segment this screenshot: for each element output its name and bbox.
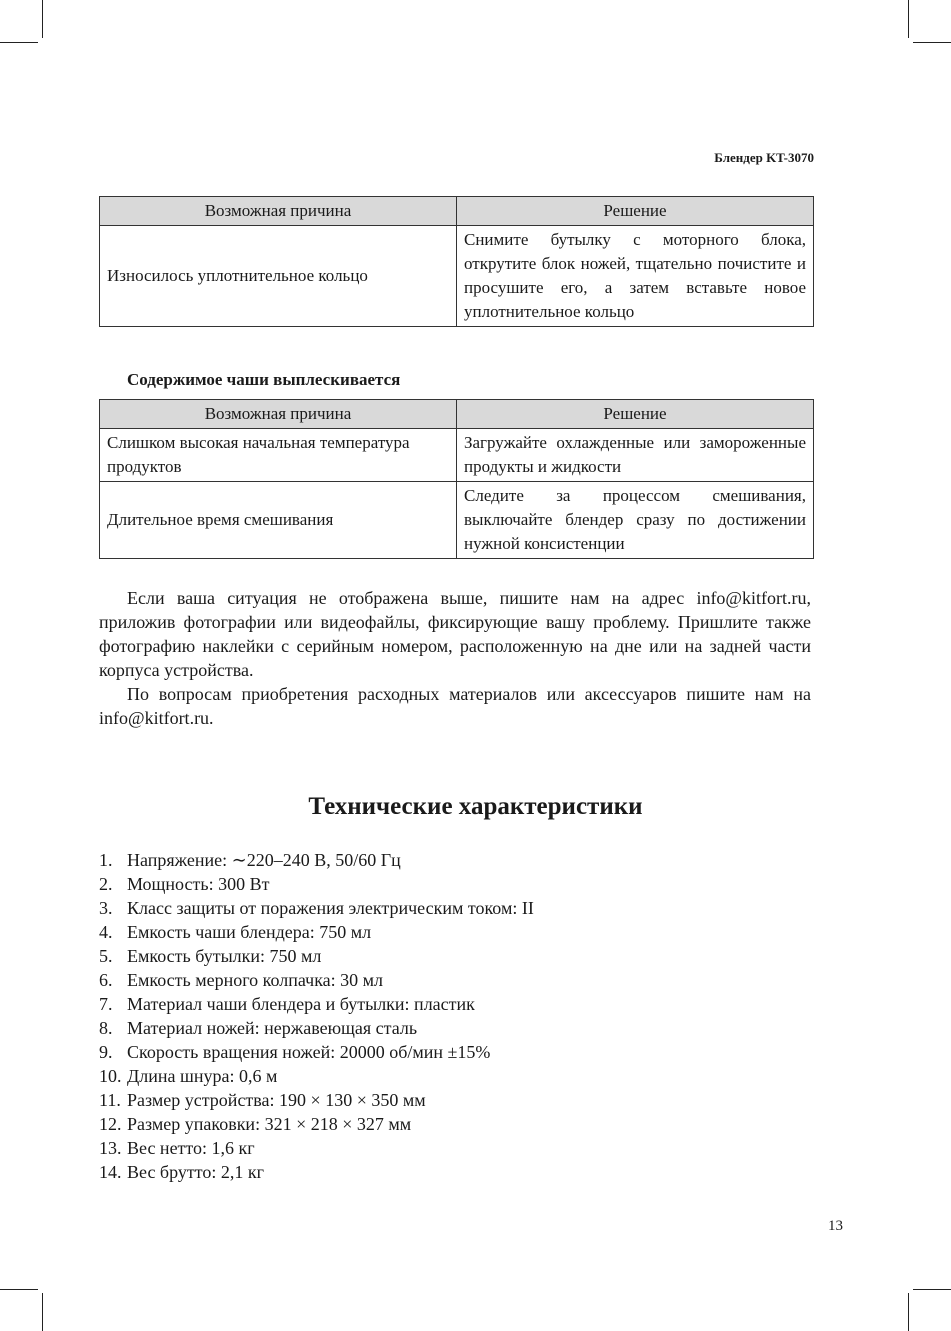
list-item bbox=[99, 920, 534, 944]
list-item-text: Материал чаши блендера и бутылки: пластик bbox=[127, 994, 475, 1014]
page-number: 13 bbox=[828, 1218, 843, 1234]
solution-cell: Снимите бутылку с моторного блока, открутите блок ножей, тщательно почистите и просушите его, а затем вставьте новое уплотнительное кольцо bbox=[457, 226, 814, 327]
list-item-number: 1. bbox=[99, 850, 113, 870]
list-item-number: 14. bbox=[99, 1162, 122, 1182]
paragraph: По вопросам приобретения расходных материалов или аксессуаров пишите нам на info@kitfort.ru. bbox=[99, 684, 811, 728]
table-row bbox=[100, 429, 814, 482]
list-item bbox=[99, 944, 534, 968]
crop-mark bbox=[0, 1289, 38, 1290]
column-header-cause: Возможная причина bbox=[100, 400, 457, 429]
list-item bbox=[99, 1112, 534, 1136]
list-item-number: 2. bbox=[99, 874, 113, 894]
list-item-text: Длина шнура: 0,6 м bbox=[127, 1066, 278, 1086]
crop-mark bbox=[0, 42, 38, 43]
list-item-text: Вес брутто: 2,1 кг bbox=[127, 1162, 264, 1182]
list-item-number: 5. bbox=[99, 946, 113, 966]
paragraph: Если ваша ситуация не отображена выше, пишите нам на адрес info@kitfort.ru, приложив фотографии или видеофайлы, фиксирующие вашу проблему. Пришлите также фотографию наклейки с серийным номером, расположенную на дне или на задней части корпуса устройства. bbox=[99, 588, 811, 680]
list-item-number: 11. bbox=[99, 1090, 121, 1110]
list-item-number: 7. bbox=[99, 994, 113, 1014]
troubleshooting-table-ring bbox=[99, 196, 814, 327]
crop-mark bbox=[908, 1293, 909, 1331]
specs-list bbox=[99, 848, 534, 1184]
list-item-number: 6. bbox=[99, 970, 113, 990]
list-item-text: Мощность: 300 Вт bbox=[127, 874, 270, 894]
list-item-number: 8. bbox=[99, 1018, 113, 1038]
list-item bbox=[99, 1064, 534, 1088]
running-header: Блендер KT-3070 bbox=[714, 150, 814, 165]
solution-cell: Загружайте охлажденные или замороженные продукты и жидкости bbox=[457, 429, 814, 482]
list-item bbox=[99, 1136, 534, 1160]
list-item bbox=[99, 968, 534, 992]
list-item bbox=[99, 1088, 534, 1112]
list-item bbox=[99, 1040, 534, 1064]
list-item-number: 12. bbox=[99, 1114, 122, 1134]
crop-mark bbox=[913, 42, 951, 43]
list-item bbox=[99, 872, 534, 896]
cause-cell: Длительное время смешивания bbox=[100, 482, 457, 559]
list-item bbox=[99, 992, 534, 1016]
list-item-text: Размер упаковки: 321 × 218 × 327 мм bbox=[127, 1114, 412, 1134]
page-title: Технические характеристики bbox=[308, 793, 643, 820]
column-header-cause: Возможная причина bbox=[100, 197, 457, 226]
crop-mark bbox=[42, 1293, 43, 1331]
list-item-text: Класс защиты от поражения электрическим током: II bbox=[127, 898, 534, 918]
table-header-row bbox=[100, 400, 814, 429]
list-item bbox=[99, 1160, 534, 1184]
list-item bbox=[99, 848, 534, 872]
column-header-solution: Решение bbox=[457, 197, 814, 226]
list-item-number: 4. bbox=[99, 922, 113, 942]
troubleshooting-table-spill bbox=[99, 399, 814, 559]
contact-paragraphs bbox=[99, 586, 811, 730]
list-item-text: Материал ножей: нержавеющая сталь bbox=[127, 1018, 418, 1038]
list-item bbox=[99, 896, 534, 920]
crop-mark bbox=[913, 1289, 951, 1290]
list-item-number: 9. bbox=[99, 1042, 113, 1062]
list-item-text: Емкость мерного колпачка: 30 мл bbox=[127, 970, 384, 990]
list-item-text: Скорость вращения ножей: 20000 об/мин ±15% bbox=[127, 1042, 491, 1062]
list-item-text: Емкость бутылки: 750 мл bbox=[127, 946, 322, 966]
crop-mark bbox=[908, 0, 909, 38]
solution-cell: Следите за процессом смешивания, выключайте блендер сразу по достижении нужной консистенции bbox=[457, 482, 814, 559]
list-item-text: Напряжение: ∼220–240 В, 50/60 Гц bbox=[127, 850, 401, 870]
list-item bbox=[99, 1016, 534, 1040]
crop-mark bbox=[42, 0, 43, 38]
list-item-number: 3. bbox=[99, 898, 113, 918]
list-item-number: 10. bbox=[99, 1066, 122, 1086]
section-title: Содержимое чаши выплескивается bbox=[127, 370, 401, 389]
list-item-number: 13. bbox=[99, 1138, 122, 1158]
list-item-text: Емкость чаши блендера: 750 мл bbox=[127, 922, 372, 942]
table-row bbox=[100, 226, 814, 327]
cause-cell: Слишком высокая начальная температура продуктов bbox=[100, 429, 457, 482]
cause-cell: Износилось уплотнительное кольцо bbox=[100, 226, 457, 327]
list-item-text: Вес нетто: 1,6 кг bbox=[127, 1138, 255, 1158]
list-item-text: Размер устройства: 190 × 130 × 350 мм bbox=[127, 1090, 426, 1110]
table-row bbox=[100, 482, 814, 559]
column-header-solution: Решение bbox=[457, 400, 814, 429]
table-header-row bbox=[100, 197, 814, 226]
